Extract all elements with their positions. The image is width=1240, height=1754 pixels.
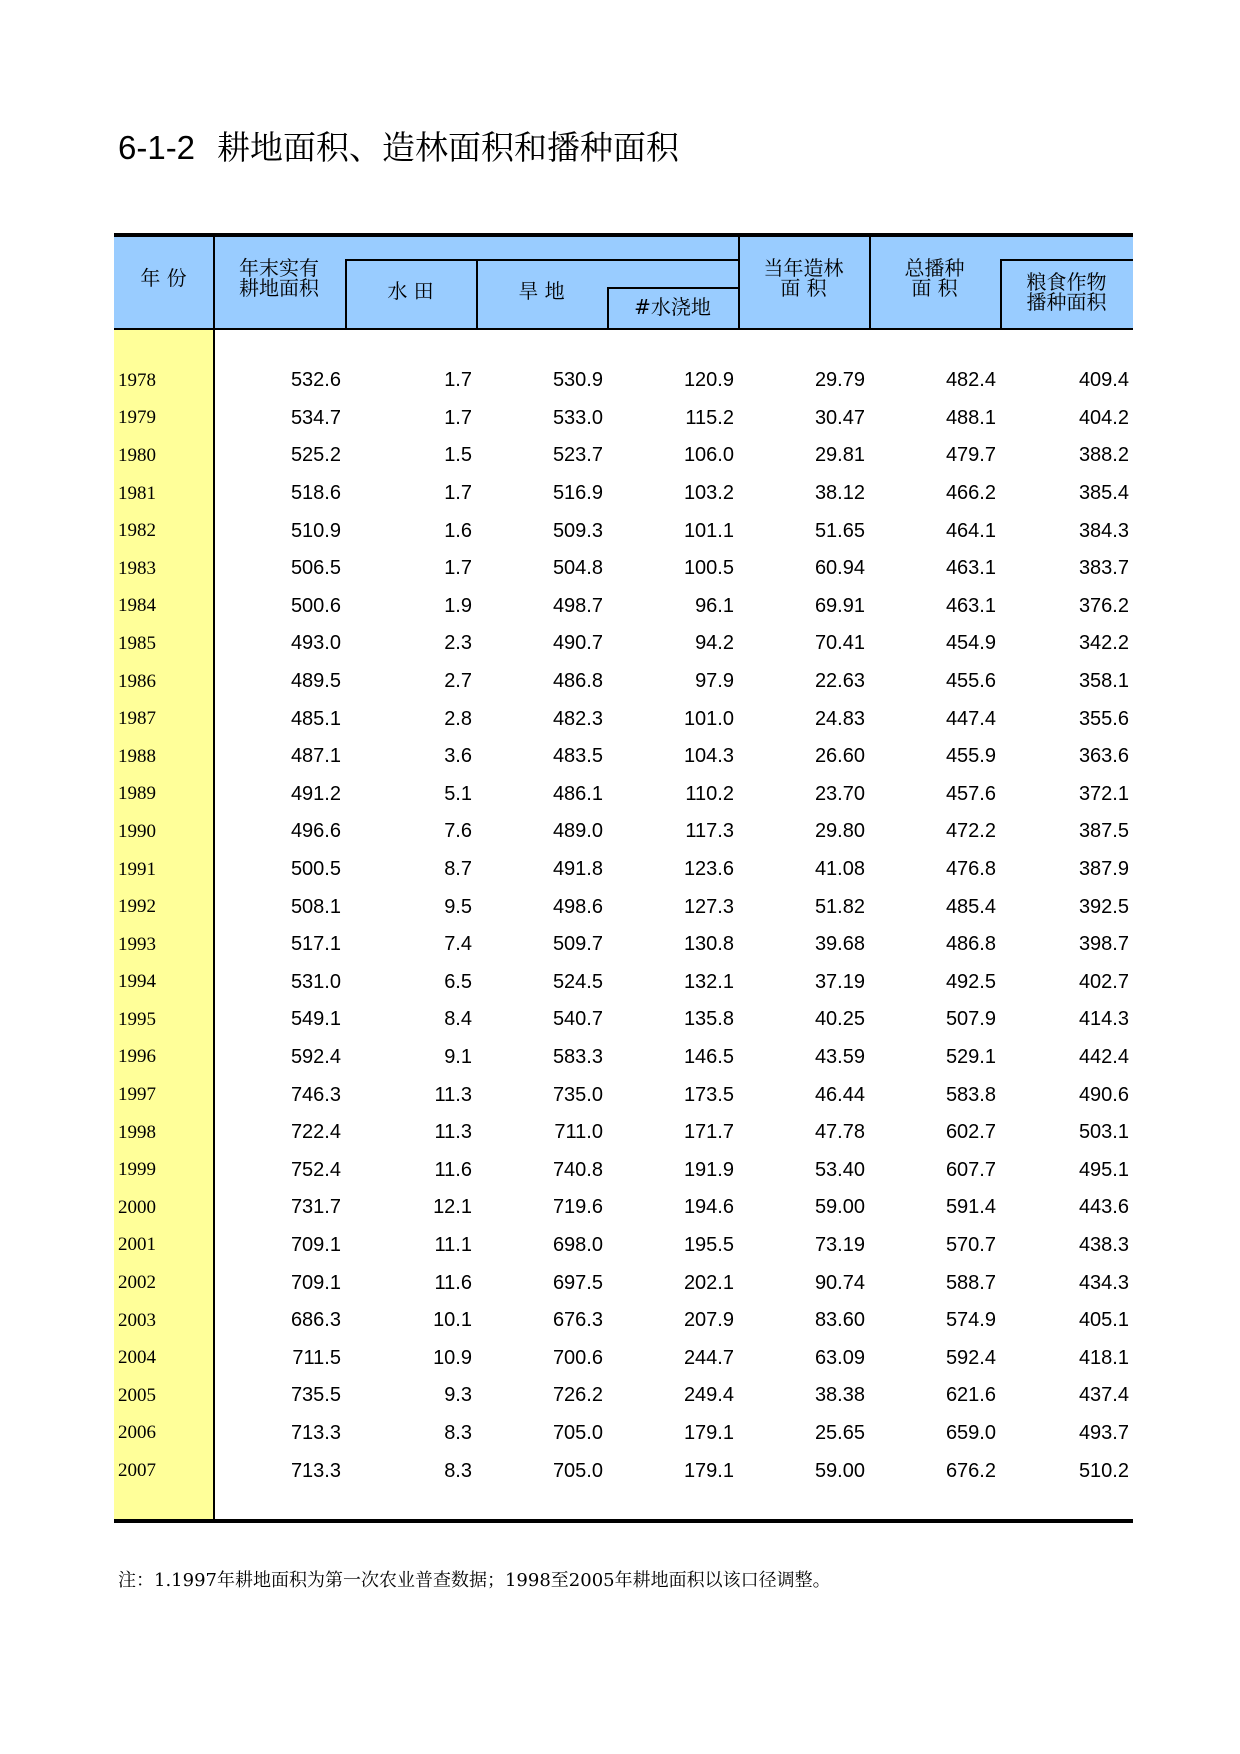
- total-sown-cell: 485.4: [945, 895, 996, 918]
- table-title: 耕地面积、造林面积和播种面积: [217, 128, 680, 167]
- paddy-cell: 8.3: [444, 1421, 472, 1444]
- paddy-cell: 11.6: [434, 1158, 472, 1181]
- total-sown-cell: 463.1: [945, 594, 996, 617]
- table-row: [114, 700, 1133, 738]
- table-row: [114, 1001, 1133, 1039]
- table-row: [114, 550, 1133, 588]
- irrigated-cell: 110.2: [685, 782, 734, 805]
- header-sown-line1: 总播种: [904, 256, 965, 280]
- header-year: 年 份: [140, 266, 187, 290]
- dry-land-cell: 700.6: [552, 1346, 603, 1369]
- table-row: [114, 888, 1133, 926]
- dry-land-cell: 676.3: [552, 1309, 603, 1332]
- year-cell: 2000: [118, 1196, 156, 1218]
- grain-sown-cell: 409.4: [1078, 369, 1129, 392]
- year-cell: 1987: [118, 708, 156, 730]
- afforestation-cell: 23.70: [814, 782, 865, 805]
- header-afforest-line1: 当年造林: [763, 256, 844, 280]
- header-subline: [607, 287, 738, 289]
- total-sown-cell: 588.7: [945, 1271, 996, 1294]
- total-sown-cell: 492.5: [945, 970, 996, 993]
- grain-sown-cell: 387.9: [1078, 858, 1129, 881]
- arable-area-cell: 517.1: [290, 933, 341, 956]
- grain-sown-cell: 405.1: [1078, 1309, 1129, 1332]
- table-row: [114, 1189, 1133, 1227]
- year-cell: 1996: [118, 1046, 156, 1068]
- afforestation-cell: 60.94: [814, 557, 865, 580]
- table-row: [114, 588, 1133, 626]
- total-sown-cell: 507.9: [945, 1008, 996, 1031]
- grain-sown-cell: 418.1: [1078, 1346, 1129, 1369]
- total-sown-cell: 607.7: [945, 1158, 996, 1181]
- total-sown-cell: 574.9: [945, 1309, 996, 1332]
- arable-area-cell: 485.1: [290, 707, 341, 730]
- year-cell: 1992: [118, 896, 156, 918]
- arable-area-cell: 510.9: [290, 519, 341, 542]
- paddy-cell: 2.8: [444, 707, 472, 730]
- arable-area-cell: 532.6: [290, 369, 341, 392]
- paddy-cell: 7.4: [444, 933, 472, 956]
- afforestation-cell: 53.40: [814, 1158, 865, 1181]
- dry-land-cell: 711.0: [554, 1121, 603, 1144]
- table-row: [114, 1415, 1133, 1453]
- table-row: [114, 851, 1133, 889]
- afforestation-cell: 38.12: [814, 482, 865, 505]
- total-sown-cell: 482.4: [945, 369, 996, 392]
- year-cell: 1998: [118, 1121, 156, 1143]
- dry-land-cell: 498.7: [552, 594, 603, 617]
- total-sown-cell: 466.2: [945, 482, 996, 505]
- paddy-cell: 2.7: [444, 670, 472, 693]
- afforestation-cell: 59.00: [814, 1459, 865, 1482]
- paddy-cell: 11.3: [434, 1083, 472, 1106]
- paddy-cell: 8.3: [444, 1459, 472, 1482]
- arable-area-cell: 491.2: [290, 782, 341, 805]
- grain-sown-cell: 384.3: [1078, 519, 1129, 542]
- dry-land-cell: 489.0: [552, 820, 603, 843]
- grain-sown-cell: 383.7: [1078, 557, 1129, 580]
- grain-sown-cell: 443.6: [1078, 1196, 1129, 1219]
- arable-area-cell: 500.6: [290, 594, 341, 617]
- paddy-cell: 7.6: [444, 820, 472, 843]
- year-cell: 1993: [118, 933, 156, 955]
- arable-area-cell: 525.2: [290, 444, 341, 467]
- paddy-cell: 1.5: [444, 444, 472, 467]
- table-bottom-rule: [114, 1519, 1133, 1523]
- dry-land-cell: 705.0: [552, 1421, 603, 1444]
- year-cell: 1995: [118, 1008, 156, 1030]
- table-row: [114, 1302, 1133, 1340]
- paddy-cell: 9.3: [444, 1384, 472, 1407]
- dry-land-cell: 509.7: [552, 933, 603, 956]
- total-sown-cell: 479.7: [945, 444, 996, 467]
- irrigated-cell: 96.1: [695, 594, 734, 617]
- total-sown-cell: 486.8: [945, 933, 996, 956]
- arable-area-cell: 722.4: [290, 1121, 341, 1144]
- table-row: [114, 663, 1133, 701]
- total-sown-cell: 463.1: [945, 557, 996, 580]
- paddy-cell: 9.1: [444, 1045, 472, 1068]
- total-sown-cell: 455.9: [945, 745, 996, 768]
- paddy-cell: 5.1: [444, 782, 472, 805]
- table-row: [114, 813, 1133, 851]
- dry-land-cell: 490.7: [552, 632, 603, 655]
- year-cell: 1997: [118, 1084, 156, 1106]
- grain-sown-cell: 388.2: [1078, 444, 1129, 467]
- paddy-cell: 1.7: [444, 482, 472, 505]
- grain-sown-cell: 363.6: [1078, 745, 1129, 768]
- grain-sown-cell: 385.4: [1078, 482, 1129, 505]
- header-afforest-line2: 面 积: [780, 276, 827, 300]
- grain-sown-cell: 495.1: [1078, 1158, 1129, 1181]
- paddy-cell: 9.5: [444, 895, 472, 918]
- irrigated-cell: 103.2: [683, 482, 734, 505]
- afforestation-cell: 63.09: [814, 1346, 865, 1369]
- dry-land-cell: 486.8: [552, 670, 603, 693]
- table-row: [114, 625, 1133, 663]
- year-cell: 1979: [118, 407, 156, 429]
- dry-land-cell: 705.0: [552, 1459, 603, 1482]
- header-irrigated: #水浇地: [634, 295, 711, 319]
- afforestation-cell: 59.00: [814, 1196, 865, 1219]
- arable-area-cell: 489.5: [290, 670, 341, 693]
- irrigated-cell: 179.1: [683, 1459, 734, 1482]
- table-row: [114, 738, 1133, 776]
- dry-land-cell: 583.3: [552, 1045, 603, 1068]
- year-cell: 2003: [118, 1309, 156, 1331]
- arable-area-cell: 506.5: [290, 557, 341, 580]
- total-sown-cell: 583.8: [945, 1083, 996, 1106]
- afforestation-cell: 90.74: [814, 1271, 865, 1294]
- dry-land-cell: 491.8: [552, 858, 603, 881]
- table-number: 6-1-2: [118, 129, 196, 166]
- total-sown-cell: 529.1: [945, 1045, 996, 1068]
- irrigated-cell: 100.5: [683, 557, 734, 580]
- dry-land-cell: 697.5: [552, 1271, 603, 1294]
- dry-land-cell: 740.8: [552, 1158, 603, 1181]
- total-sown-cell: 457.6: [945, 782, 996, 805]
- irrigated-cell: 101.0: [683, 707, 734, 730]
- arable-area-cell: 752.4: [290, 1158, 341, 1181]
- irrigated-cell: 106.0: [683, 444, 734, 467]
- afforestation-cell: 51.82: [814, 895, 865, 918]
- table-row: [114, 437, 1133, 475]
- irrigated-cell: 104.3: [683, 745, 734, 768]
- irrigated-cell: 244.7: [683, 1346, 734, 1369]
- year-cell: 2006: [118, 1422, 156, 1444]
- header-sown-line2: 面 积: [911, 276, 958, 300]
- arable-area-cell: 731.7: [290, 1196, 341, 1219]
- afforestation-cell: 73.19: [814, 1233, 865, 1256]
- total-sown-cell: 488.1: [945, 406, 996, 429]
- irrigated-cell: 249.4: [683, 1384, 734, 1407]
- total-sown-cell: 602.7: [945, 1121, 996, 1144]
- grain-sown-cell: 398.7: [1078, 933, 1129, 956]
- dry-land-cell: 498.6: [552, 895, 603, 918]
- irrigated-cell: 194.6: [683, 1196, 734, 1219]
- total-sown-cell: 472.2: [945, 820, 996, 843]
- arable-area-cell: 713.3: [290, 1421, 341, 1444]
- year-cell: 2004: [118, 1347, 156, 1369]
- year-cell: 1984: [118, 595, 156, 617]
- paddy-cell: 6.5: [444, 970, 472, 993]
- grain-sown-cell: 437.4: [1078, 1384, 1129, 1407]
- header-subline: [1000, 259, 1133, 261]
- dry-land-cell: 516.9: [552, 482, 603, 505]
- paddy-cell: 11.1: [434, 1233, 472, 1256]
- grain-sown-cell: 392.5: [1078, 895, 1129, 918]
- irrigated-cell: 191.9: [683, 1158, 734, 1181]
- dry-land-cell: 530.9: [552, 369, 603, 392]
- afforestation-cell: 51.65: [814, 519, 865, 542]
- irrigated-cell: 195.5: [683, 1233, 734, 1256]
- afforestation-cell: 69.91: [814, 594, 865, 617]
- paddy-cell: 1.7: [444, 557, 472, 580]
- paddy-cell: 11.6: [434, 1271, 472, 1294]
- dry-land-cell: 533.0: [552, 406, 603, 429]
- arable-area-cell: 711.5: [292, 1346, 341, 1369]
- afforestation-cell: 29.81: [814, 444, 865, 467]
- year-cell: 2002: [118, 1272, 156, 1294]
- year-cell: 1988: [118, 745, 156, 767]
- arable-area-cell: 508.1: [290, 895, 341, 918]
- table-row: [114, 1339, 1133, 1377]
- total-sown-cell: 592.4: [945, 1346, 996, 1369]
- irrigated-cell: 97.9: [695, 670, 734, 693]
- arable-area-cell: 686.3: [290, 1309, 341, 1332]
- table-row: [114, 400, 1133, 438]
- paddy-cell: 8.7: [444, 858, 472, 881]
- irrigated-cell: 146.5: [683, 1045, 734, 1068]
- total-sown-cell: 454.9: [945, 632, 996, 655]
- dry-land-cell: 719.6: [552, 1196, 603, 1219]
- irrigated-cell: 123.6: [683, 858, 734, 881]
- irrigated-cell: 135.8: [683, 1008, 734, 1031]
- dry-land-cell: 483.5: [552, 745, 603, 768]
- grain-sown-cell: 372.1: [1078, 782, 1129, 805]
- year-cell: 1978: [118, 369, 156, 391]
- irrigated-cell: 115.2: [685, 406, 734, 429]
- paddy-cell: 3.6: [444, 745, 472, 768]
- year-cell: 1999: [118, 1159, 156, 1181]
- table-header: [114, 233, 1133, 330]
- arable-area-cell: 496.6: [290, 820, 341, 843]
- grain-sown-cell: 376.2: [1078, 594, 1129, 617]
- grain-sown-cell: 503.1: [1078, 1121, 1129, 1144]
- grain-sown-cell: 442.4: [1078, 1045, 1129, 1068]
- table-row: [114, 964, 1133, 1002]
- arable-area-cell: 534.7: [290, 406, 341, 429]
- total-sown-cell: 570.7: [945, 1233, 996, 1256]
- dry-land-cell: 698.0: [552, 1233, 603, 1256]
- afforestation-cell: 26.60: [814, 745, 865, 768]
- paddy-cell: 1.7: [444, 406, 472, 429]
- afforestation-cell: 38.38: [814, 1384, 865, 1407]
- afforestation-cell: 22.63: [814, 670, 865, 693]
- header-paddy: 水 田: [387, 279, 434, 303]
- table-row: [114, 1039, 1133, 1077]
- afforestation-cell: 40.25: [814, 1008, 865, 1031]
- irrigated-cell: 94.2: [695, 632, 734, 655]
- grain-sown-cell: 510.2: [1078, 1459, 1129, 1482]
- dry-land-cell: 524.5: [552, 970, 603, 993]
- grain-sown-cell: 358.1: [1078, 670, 1129, 693]
- paddy-cell: 10.9: [433, 1346, 472, 1369]
- irrigated-cell: 127.3: [683, 895, 734, 918]
- dry-land-cell: 523.7: [552, 444, 603, 467]
- year-cell: 1994: [118, 971, 156, 993]
- arable-area-cell: 518.6: [290, 482, 341, 505]
- year-cell: 1980: [118, 444, 156, 466]
- afforestation-cell: 43.59: [814, 1045, 865, 1068]
- table-row: [114, 1377, 1133, 1415]
- paddy-cell: 2.3: [444, 632, 472, 655]
- year-cell: 1983: [118, 557, 156, 579]
- total-sown-cell: 447.4: [945, 707, 996, 730]
- arable-area-cell: 487.1: [290, 745, 341, 768]
- grain-sown-cell: 387.5: [1078, 820, 1129, 843]
- afforestation-cell: 83.60: [814, 1309, 865, 1332]
- table-row: [114, 1227, 1133, 1265]
- footnote: 注：1.1997年耕地面积为第一次农业普查数据；1998至2005年耕地面积以该口径调整。: [118, 1570, 831, 1591]
- total-sown-cell: 455.6: [945, 670, 996, 693]
- dry-land-cell: 735.0: [552, 1083, 603, 1106]
- irrigated-cell: 132.1: [683, 970, 734, 993]
- dry-land-cell: 504.8: [552, 557, 603, 580]
- arable-area-cell: 735.5: [290, 1384, 341, 1407]
- table-row: [114, 926, 1133, 964]
- grain-sown-cell: 493.7: [1078, 1421, 1129, 1444]
- afforestation-cell: 24.83: [814, 707, 865, 730]
- table-row: [114, 776, 1133, 814]
- dry-land-cell: 726.2: [552, 1384, 603, 1407]
- total-sown-cell: 659.0: [945, 1421, 996, 1444]
- irrigated-cell: 207.9: [683, 1309, 734, 1332]
- table-row: [114, 1151, 1133, 1189]
- header-grain-line2: 播种面积: [1026, 290, 1107, 314]
- total-sown-cell: 464.1: [945, 519, 996, 542]
- paddy-cell: 1.9: [444, 594, 472, 617]
- afforestation-cell: 29.79: [814, 369, 865, 392]
- paddy-cell: 12.1: [433, 1196, 472, 1219]
- grain-sown-cell: 402.7: [1078, 970, 1129, 993]
- grain-sown-cell: 490.6: [1078, 1083, 1129, 1106]
- afforestation-cell: 70.41: [814, 632, 865, 655]
- afforestation-cell: 25.65: [814, 1421, 865, 1444]
- irrigated-cell: 171.7: [683, 1121, 734, 1144]
- irrigated-cell: 117.3: [685, 820, 734, 843]
- year-cell: 1982: [118, 520, 156, 542]
- grain-sown-cell: 414.3: [1078, 1008, 1129, 1031]
- dry-land-cell: 540.7: [552, 1008, 603, 1031]
- total-sown-cell: 621.6: [945, 1384, 996, 1407]
- irrigated-cell: 173.5: [683, 1083, 734, 1106]
- arable-area-cell: 531.0: [290, 970, 341, 993]
- header-arable-line1: 年末实有: [239, 256, 319, 280]
- dry-land-cell: 486.1: [552, 782, 603, 805]
- arable-area-cell: 493.0: [290, 632, 341, 655]
- afforestation-cell: 37.19: [814, 970, 865, 993]
- year-cell: 2005: [118, 1384, 156, 1406]
- total-sown-cell: 676.2: [945, 1459, 996, 1482]
- header-grain-line1: 粮食作物: [1026, 270, 1107, 294]
- irrigated-cell: 179.1: [683, 1421, 734, 1444]
- irrigated-cell: 101.1: [683, 519, 734, 542]
- table-row: [114, 512, 1133, 550]
- arable-area-cell: 746.3: [290, 1083, 341, 1106]
- irrigated-cell: 202.1: [683, 1271, 734, 1294]
- grain-sown-cell: 355.6: [1078, 707, 1129, 730]
- paddy-cell: 1.7: [444, 369, 472, 392]
- afforestation-cell: 39.68: [814, 933, 865, 956]
- year-cell: 1991: [118, 858, 156, 880]
- afforestation-cell: 30.47: [814, 406, 865, 429]
- grain-sown-cell: 404.2: [1078, 406, 1129, 429]
- grain-sown-cell: 438.3: [1078, 1233, 1129, 1256]
- table-row: [114, 1076, 1133, 1114]
- year-cell: 2001: [118, 1234, 156, 1256]
- header-arable-line2: 耕地面积: [239, 276, 319, 300]
- year-cell: 1985: [118, 632, 156, 654]
- total-sown-cell: 591.4: [945, 1196, 996, 1219]
- year-cell: 2007: [118, 1460, 156, 1482]
- year-cell: 1989: [118, 783, 156, 805]
- grain-sown-cell: 342.2: [1078, 632, 1129, 655]
- table-row: [114, 362, 1133, 400]
- page-title: [118, 122, 679, 169]
- data-table: [114, 233, 1133, 1524]
- arable-area-cell: 709.1: [290, 1271, 341, 1294]
- dry-land-cell: 509.3: [552, 519, 603, 542]
- table-row: [114, 1114, 1133, 1152]
- arable-area-cell: 592.4: [290, 1045, 341, 1068]
- paddy-cell: 1.6: [444, 519, 472, 542]
- paddy-cell: 8.4: [444, 1008, 472, 1031]
- header-subline: [345, 259, 738, 261]
- paddy-cell: 10.1: [433, 1309, 472, 1332]
- arable-area-cell: 549.1: [290, 1008, 341, 1031]
- arable-area-cell: 713.3: [290, 1459, 341, 1482]
- irrigated-cell: 120.9: [683, 369, 734, 392]
- irrigated-cell: 130.8: [683, 933, 734, 956]
- table-row: [114, 475, 1133, 513]
- year-cell: 1986: [118, 670, 156, 692]
- total-sown-cell: 476.8: [945, 858, 996, 881]
- header-dry-land: 旱 地: [518, 279, 565, 303]
- dry-land-cell: 482.3: [552, 707, 603, 730]
- table-row: [114, 1452, 1133, 1490]
- table-body: [114, 362, 1133, 1490]
- year-cell: 1990: [118, 820, 156, 842]
- table-row: [114, 1264, 1133, 1302]
- afforestation-cell: 29.80: [814, 820, 865, 843]
- arable-area-cell: 500.5: [290, 858, 341, 881]
- year-cell: 1981: [118, 482, 156, 504]
- afforestation-cell: 46.44: [814, 1083, 865, 1106]
- grain-sown-cell: 434.3: [1078, 1271, 1129, 1294]
- arable-area-cell: 709.1: [290, 1233, 341, 1256]
- afforestation-cell: 47.78: [814, 1121, 865, 1144]
- paddy-cell: 11.3: [434, 1121, 472, 1144]
- afforestation-cell: 41.08: [814, 858, 865, 881]
